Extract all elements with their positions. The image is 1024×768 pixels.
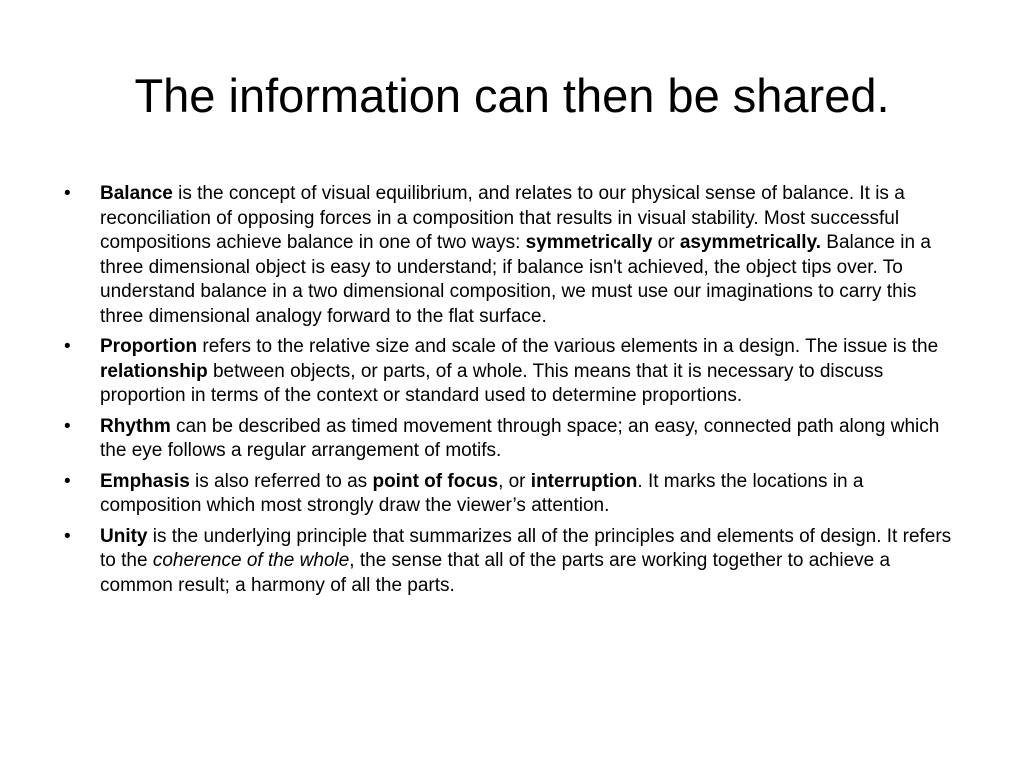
bullet-item-rhythm xyxy=(60,415,960,464)
bullet-item-proportion xyxy=(60,335,960,409)
term-relationship: relationship xyxy=(100,360,208,382)
bullet-item-balance xyxy=(60,182,960,329)
term-unity: Unity xyxy=(100,525,148,547)
bullet-text: between objects, or parts, of a whole. This means that it is necessary to discuss proportion in terms of the context or standard used to determine proportions. xyxy=(100,360,884,406)
term-emphasis: Emphasis xyxy=(100,470,190,492)
slide-title: The information can then be shared. xyxy=(134,69,890,122)
bullet-item-unity xyxy=(60,525,960,599)
bullet-list xyxy=(60,182,960,604)
bullet-text: is the concept of visual equilibrium, and relates to our physical sense of balance. It is a reconciliation of opposing forces in a composition that results in visual stability. Most successful compositions achieve balance in one of two ways: xyxy=(100,183,905,253)
bullet-dot-icon: • xyxy=(64,470,71,492)
bullet-item-emphasis xyxy=(60,470,960,519)
bullet-text: is the underlying principle that summarizes all of the principles and elements of design. It refers to the xyxy=(100,525,952,571)
term-coherence-of-the-whole: coherence of the whole xyxy=(152,550,350,571)
bullet-dot-icon: • xyxy=(64,183,71,204)
bullet-dot-icon: • xyxy=(64,415,71,437)
term-rhythm: Rhythm xyxy=(100,415,171,437)
term-symmetrically: symmetrically xyxy=(525,232,653,253)
term-point-of-focus: point of focus xyxy=(372,470,499,492)
bullet-dot-icon: • xyxy=(64,336,71,357)
term-asymmetrically: asymmetrically. xyxy=(679,232,822,253)
bullet-dot-icon: • xyxy=(64,525,71,547)
bullet-text: refers to the relative size and scale of the various elements in a design. The issue is the xyxy=(197,336,939,357)
bullet-text: , the sense that all of the parts are working together to achieve a common result; a harmony of all the parts. xyxy=(100,550,891,596)
term-balance: Balance xyxy=(100,183,173,204)
bullet-text: or xyxy=(652,232,680,253)
bullet-text: Balance in a three dimensional object is easy to understand; if balance isn't achieved, the object tips over. To understand balance in a two dimensional composition, we must use our imaginations to carry this three dimensional analogy forward to the flat surface. xyxy=(100,232,931,327)
bullet-text: . It marks the locations in a composition which most strongly draw the viewer’s attention. xyxy=(100,470,864,516)
bullet-text: can be described as timed movement through space; an easy, connected path along which the eye follows a regular arrangement of motifs. xyxy=(100,415,940,461)
bullet-text: is also referred to as xyxy=(189,470,373,492)
bullet-text: , or xyxy=(498,470,531,492)
term-interruption: interruption xyxy=(530,470,638,492)
term-proportion: Proportion xyxy=(100,336,198,357)
